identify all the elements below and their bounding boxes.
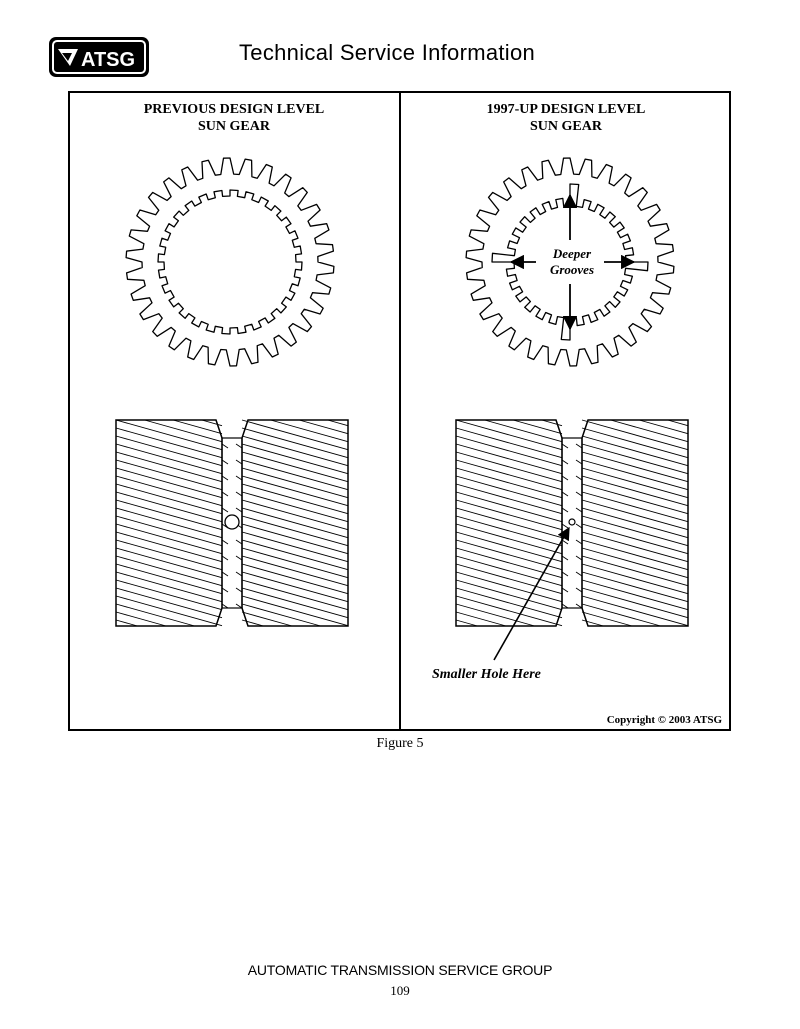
left-panel-title-line2: SUN GEAR bbox=[198, 119, 270, 134]
right-panel-title-line2: SUN GEAR bbox=[530, 119, 602, 134]
left-gear-outer-teeth bbox=[126, 158, 334, 366]
page-header-title: Technical Service Information bbox=[239, 40, 536, 65]
left-panel-title-line1: PREVIOUS DESIGN LEVEL bbox=[143, 102, 325, 117]
page-number: 109 bbox=[390, 983, 410, 998]
right-oil-hole bbox=[569, 519, 575, 525]
left-gear-inner-spline bbox=[158, 190, 302, 334]
figure-caption: Figure 5 bbox=[376, 736, 424, 751]
left-oil-hole bbox=[225, 515, 239, 529]
svg-text:ATSG: ATSG bbox=[81, 49, 136, 71]
deeper-grooves-label: Deeper Grooves bbox=[549, 246, 595, 277]
footer-organization: AUTOMATIC TRANSMISSION SERVICE GROUP bbox=[247, 962, 553, 978]
copyright-notice: Copyright © 2003 ATSG bbox=[606, 714, 722, 726]
smaller-hole-label: Smaller Hole Here bbox=[432, 667, 541, 682]
right-panel-title-line1: 1997-UP DESIGN LEVEL bbox=[486, 102, 646, 117]
